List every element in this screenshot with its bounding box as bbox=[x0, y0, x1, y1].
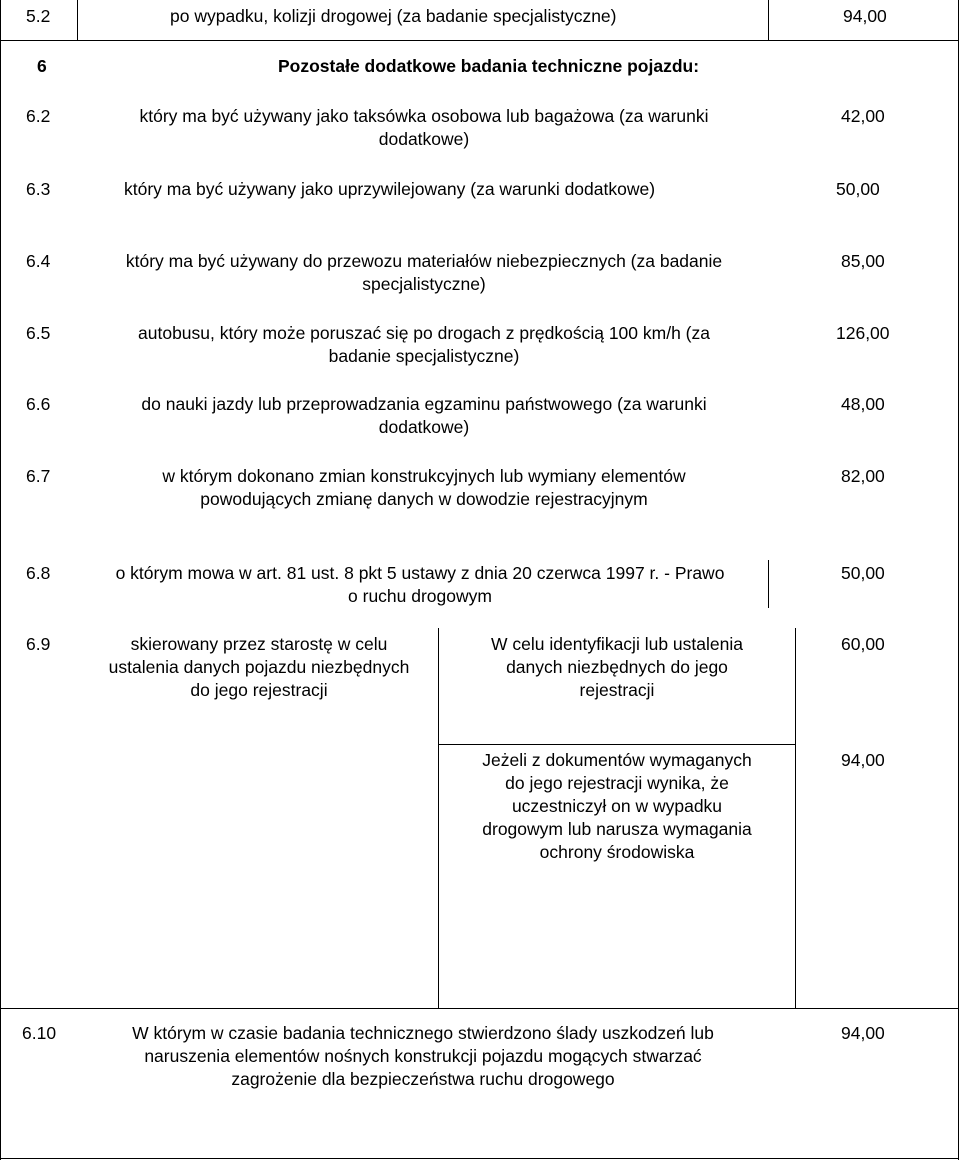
sub-condition: W celu identyfikacji lub ustalenia danych niezbędnych do jego rejestracji bbox=[491, 634, 743, 700]
sub-condition: Jeżeli z dokumentów wymaganych do jego rejestracji wynika, że uczestniczył on w wypadku drogowym lub narusza wymagania ochrony środowiska bbox=[482, 750, 752, 862]
row-description: który ma być używany do przewozu materiałów niebezpiecznych (za badanie specjalistyczne) bbox=[125, 251, 723, 294]
row-number: 6.8 bbox=[26, 563, 51, 583]
column-divider bbox=[768, 560, 769, 608]
section-number: 6 bbox=[37, 56, 47, 76]
row-description: skierowany przez starostę w celu ustalenia danych pojazdu niezbędnych do jego rejestracji bbox=[108, 634, 410, 700]
row-description: W którym w czasie badania technicznego stwierdzono ślady uszkodzeń lub naruszenia elementów nośnych konstrukcji pojazdu mogących stwarzać zagrożenie dla bezpieczeństwa ruchu drogowego bbox=[132, 1023, 714, 1089]
column-divider bbox=[77, 0, 78, 40]
sub-price: 60,00 bbox=[841, 634, 885, 654]
row-number: 6.2 bbox=[26, 106, 51, 126]
row-number: 6.9 bbox=[26, 634, 51, 654]
row-number: 6.3 bbox=[26, 179, 51, 199]
sub-price: 94,00 bbox=[841, 750, 885, 770]
row-price: 94,00 bbox=[843, 6, 887, 26]
row-description: w którym dokonano zmian konstrukcyjnych lub wymiany elementów powodujących zmianę danych w dowodzie rejestracyjnym bbox=[162, 466, 686, 509]
table-border-right bbox=[958, 0, 959, 1160]
table-border-left bbox=[0, 0, 1, 1160]
column-divider bbox=[438, 628, 439, 1008]
row-description: który ma być używany jako taksówka osobowa lub bagażowa (za warunki dodatkowe) bbox=[139, 106, 709, 149]
row-price: 126,00 bbox=[836, 323, 890, 343]
column-divider bbox=[795, 628, 796, 1008]
row-number: 6.10 bbox=[22, 1023, 57, 1043]
row-number: 6.4 bbox=[26, 251, 51, 271]
row-description: po wypadku, kolizji drogowej (za badanie specjalistyczne) bbox=[170, 6, 617, 26]
row-divider bbox=[0, 1008, 959, 1009]
row-price: 50,00 bbox=[841, 563, 885, 583]
row-price: 42,00 bbox=[841, 106, 885, 126]
row-description: autobusu, który może poruszać się po drogach z prędkością 100 km/h (za badanie specjalistyczne) bbox=[138, 323, 710, 366]
row-description: który ma być używany jako uprzywilejowany (za warunki dodatkowe) bbox=[124, 179, 656, 199]
row-divider bbox=[0, 1158, 959, 1159]
column-divider bbox=[768, 0, 769, 40]
row-description: o którym mowa w art. 81 ust. 8 pkt 5 ustawy z dnia 20 czerwca 1997 r. - Prawo o ruchu drogowym bbox=[115, 563, 725, 606]
row-number: 6.5 bbox=[26, 323, 51, 343]
row-divider bbox=[0, 40, 959, 41]
row-price: 48,00 bbox=[841, 394, 885, 414]
row-number: 6.6 bbox=[26, 394, 51, 414]
row-description: do nauki jazdy lub przeprowadzania egzaminu państwowego (za warunki dodatkowe) bbox=[141, 394, 707, 437]
row-price: 85,00 bbox=[841, 251, 885, 271]
row-number: 5.2 bbox=[26, 6, 51, 26]
row-price: 82,00 bbox=[841, 466, 885, 486]
section-heading: Pozostałe dodatkowe badania techniczne pojazdu: bbox=[278, 56, 700, 76]
row-divider bbox=[438, 744, 796, 745]
row-number: 6.7 bbox=[26, 466, 51, 486]
row-price: 50,00 bbox=[836, 179, 880, 199]
row-price: 94,00 bbox=[841, 1023, 885, 1043]
